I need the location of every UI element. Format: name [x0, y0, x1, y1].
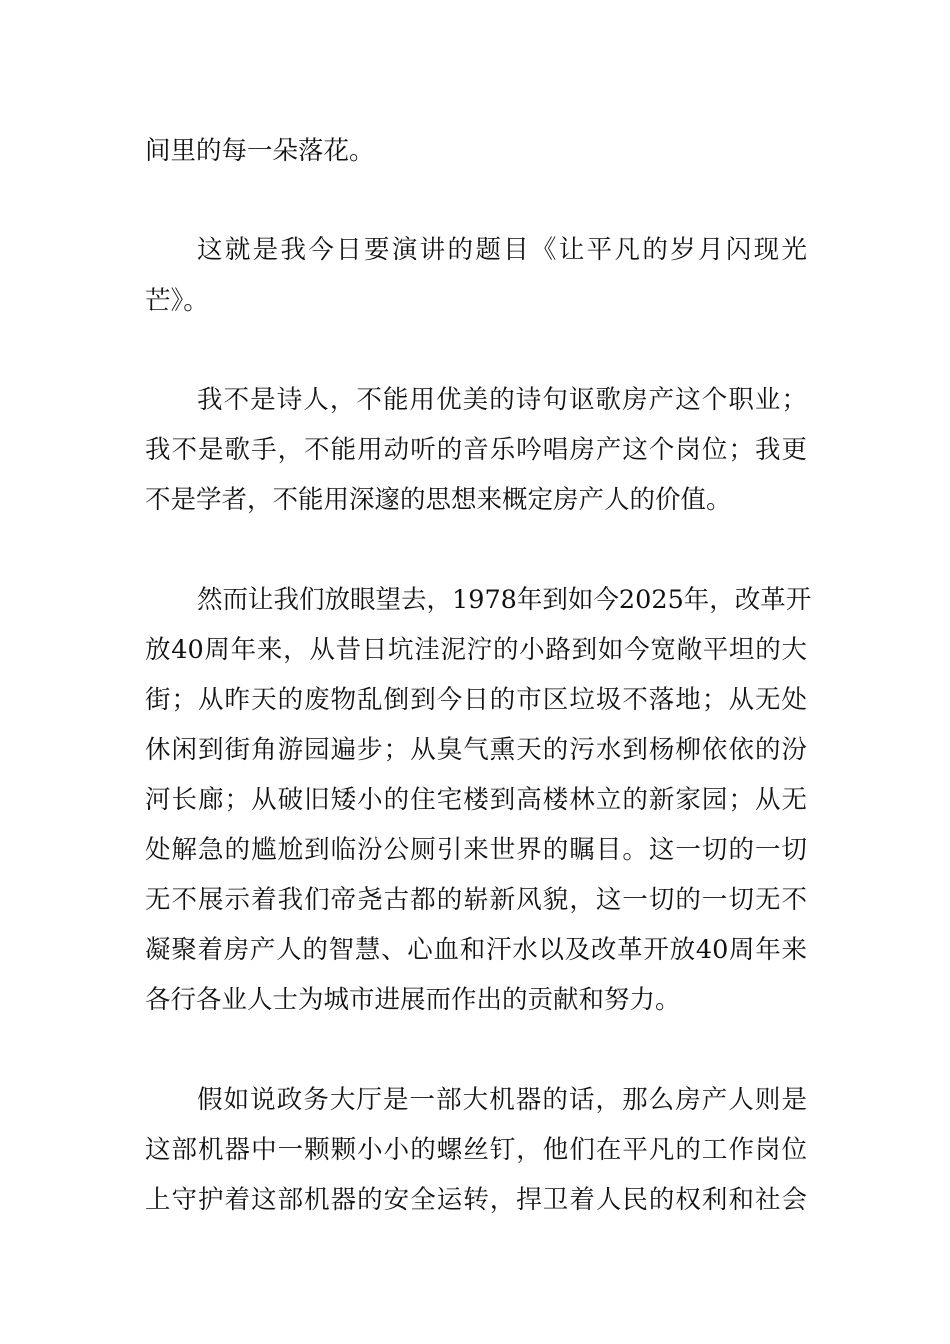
paragraph-line: 河长廊；从破旧矮小的住宅楼到高楼林立的新家园；从无 — [145, 785, 807, 815]
paragraph-line: 我不是诗人，不能用优美的诗句讴歌房产这个职业； — [197, 385, 807, 415]
paragraph-line: 我不是歌手，不能用动听的音乐吟唱房产这个岗位；我更 — [145, 435, 807, 465]
paragraph-line: 无不展示着我们帝尧古都的崭新风貌，这一切的一切无不 — [145, 885, 807, 915]
paragraph-line: 处解急的尴尬到临汾公厕引来世界的瞩目。这一切的一切 — [145, 835, 807, 865]
paragraph-line: 上守护着这部机器的安全运转，捍卫着人民的权利和社会 — [145, 1185, 807, 1215]
paragraph-line: 不是学者，不能用深邃的思想来概定房产人的价值。 — [145, 485, 732, 515]
paragraph-line: 放40周年来，从昔日坑洼泥泞的小路到如今宽敞平坦的大 — [145, 635, 807, 665]
paragraph-line: 凝聚着房产人的智慧、心血和汗水以及改革开放40周年来 — [145, 935, 807, 965]
paragraph-line: 这部机器中一颗颗小小的螺丝钉，他们在平凡的工作岗位 — [145, 1135, 807, 1165]
paragraph-line: 然而让我们放眼望去，1978年到如今2025年，改革开 — [197, 585, 812, 615]
paragraph-line: 街；从昨天的废物乱倒到今日的市区垃圾不落地；从无处 — [145, 685, 807, 715]
paragraph-line: 这就是我今日要演讲的题目《让平凡的岁月闪现光 — [197, 235, 807, 265]
paragraph-line: 芒》。 — [145, 286, 209, 316]
paragraph-line: 间里的每一朵落花。 — [145, 136, 375, 166]
paragraph-line: 假如说政务大厅是一部大机器的话，那么房产人则是 — [197, 1085, 807, 1115]
paragraph-line: 各行各业人士为城市进展而作出的贡献和努力。 — [145, 985, 681, 1015]
paragraph-line: 休闲到街角游园遍步；从臭气熏天的污水到杨柳依依的汾 — [145, 735, 807, 765]
